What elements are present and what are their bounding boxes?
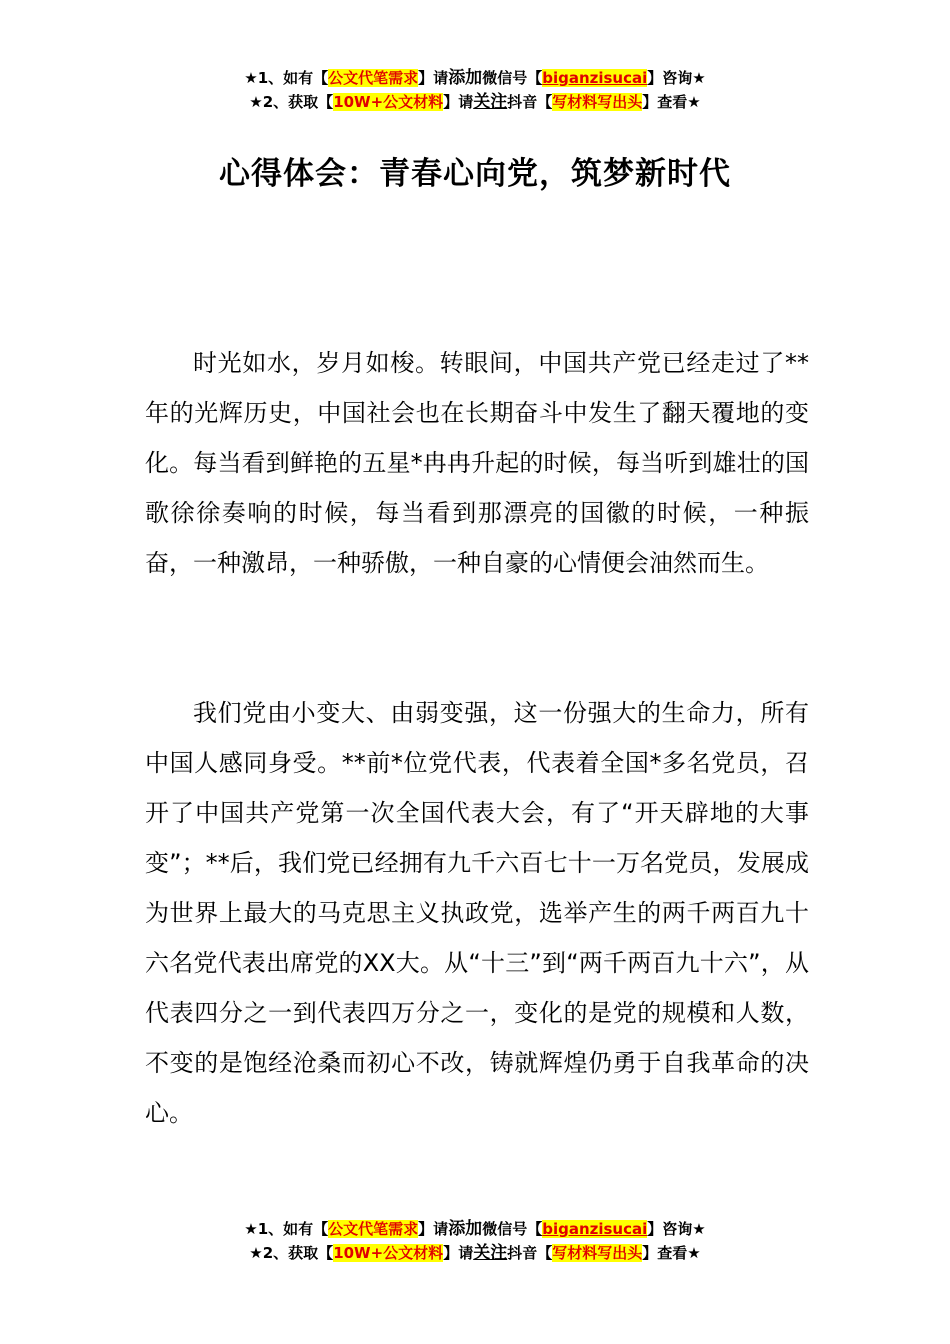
banner-highlight: 10W+公文材料	[333, 1244, 444, 1262]
banner-text: ★1、如有【	[244, 1220, 329, 1238]
banner-text: 】咨询★	[647, 69, 706, 87]
banner-line-2	[0, 90, 950, 114]
banner-text: 抖音【	[507, 93, 553, 111]
banner-emphasis: 添加	[448, 68, 483, 88]
banner-wechat-id: biganzisucai	[542, 1220, 648, 1238]
banner-line-1	[0, 1217, 950, 1241]
banner-text: 微信号【	[482, 1220, 543, 1238]
banner-emphasis: 添加	[448, 1219, 483, 1239]
banner-wechat-id: biganzisucai	[542, 69, 648, 87]
banner-highlight: 10W+公文材料	[333, 93, 444, 111]
banner-text: 】查看★	[642, 1244, 701, 1262]
body-paragraph-1-block	[145, 338, 809, 588]
banner-text: 】查看★	[642, 93, 701, 111]
banner-text: ★2、获取【	[249, 1244, 334, 1262]
header-banner	[0, 66, 950, 114]
document-title: 心得体会：青春心向党，筑梦新时代	[219, 156, 731, 192]
banner-text: 】咨询★	[647, 1220, 706, 1238]
banner-text: 】请	[418, 69, 449, 87]
banner-text: 抖音【	[507, 1244, 553, 1262]
banner-douyin-name: 写材料写出头	[552, 93, 643, 111]
banner-line-1	[0, 66, 950, 90]
banner-text: 】请	[418, 1220, 449, 1238]
banner-text: ★1、如有【	[244, 69, 329, 87]
banner-emphasis: 关注	[473, 1243, 508, 1263]
banner-highlight: 公文代笔需求	[328, 69, 419, 87]
banner-line-2	[0, 1241, 950, 1265]
body-paragraph-2-block	[145, 688, 809, 1138]
banner-text: 微信号【	[482, 69, 543, 87]
banner-text: 】请	[443, 1244, 474, 1262]
banner-text: 】请	[443, 93, 474, 111]
banner-douyin-name: 写材料写出头	[552, 1244, 643, 1262]
body-paragraph: 时光如水，岁月如梭。转眼间，中国共产党已经走过了**年的光辉历史，中国社会也在长期奋斗中发生了翻天覆地的变化。每当看到鲜艳的五星*冉冉升起的时候，每当听到雄壮的国歌徐徐奏响的时候，每当看到那漂亮的国徽的时候，一种振奋，一种激昂，一种骄傲，一种自豪的心情便会油然而生。	[145, 349, 809, 577]
banner-text: ★2、获取【	[249, 93, 334, 111]
banner-highlight: 公文代笔需求	[328, 1220, 419, 1238]
body-paragraph: 我们党由小变大、由弱变强，这一份强大的生命力，所有中国人感同身受。**前*位党代表，代表着全国*多名党员，召开了中国共产党第一次全国代表大会，有了“开天辟地的大事变”；**后，我们党已经拥有九千六百七十一万名党员，发展成为世界上最大的马克思主义执政党，选举产生的两千两百九十六名党代表出席党的XX大。从“十三”到“两千两百九十六”，从代表四分之一到代表四万分之一，变化的是党的规模和人数，不变的是饱经沧桑而初心不改，铸就辉煌仍勇于自我革命的决心。	[145, 699, 809, 1127]
footer-banner	[0, 1217, 950, 1265]
banner-emphasis: 关注	[473, 92, 508, 112]
